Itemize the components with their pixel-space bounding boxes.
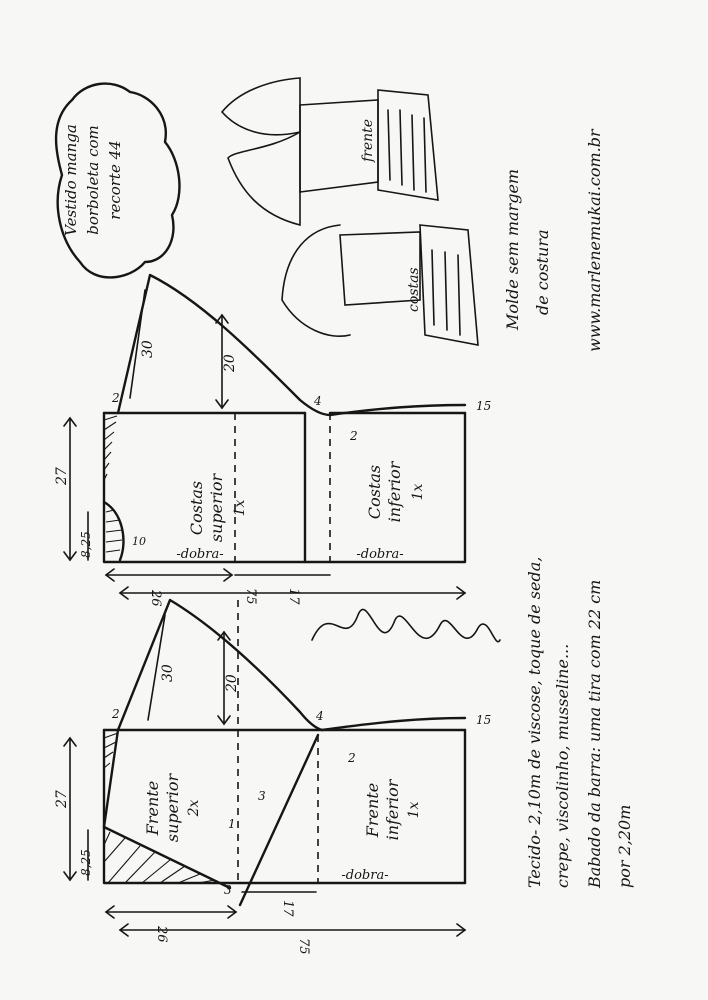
title-line-2: borboleta com (84, 125, 102, 235)
note-line-1: Molde sem margem (503, 168, 522, 330)
note-line-2: de costura (533, 229, 552, 315)
front-dim-3: 3 (224, 883, 232, 897)
front-dim-3b: 3 (258, 789, 266, 803)
website-text: www.marlenemukai.com.br (585, 129, 604, 352)
front-dim-4: 4 (316, 709, 324, 723)
back-dim-2: 2 (112, 391, 120, 405)
back-upper-label: Costas (187, 480, 206, 536)
back-fold-upper: -dobra- (176, 547, 224, 562)
title-line-1: Vestido manga (62, 124, 80, 236)
back-dim-10: 10 (132, 535, 146, 548)
back-dim-4: 4 (314, 394, 322, 408)
back-upper-qty: 1x (232, 499, 248, 517)
back-dim-27: 27 (54, 467, 70, 485)
back-dim-75: 75 (243, 588, 258, 605)
front-fold: -dobra- (341, 868, 389, 883)
front-dim-825: 8,25 (79, 849, 93, 876)
back-lower-label: Costas (365, 464, 384, 520)
back-sketch (282, 225, 478, 345)
back-dim-20: 20 (222, 354, 238, 372)
fabric-line-4: por 2,20m (615, 804, 634, 888)
title-line-3: recorte 44 (106, 140, 124, 220)
front-dim-2: 2 (112, 707, 120, 721)
title-cloud (56, 84, 179, 278)
back-dim-26: 26 (148, 590, 163, 607)
front-dim-1: 1 (228, 817, 236, 831)
front-lower-qty: 1x (406, 801, 422, 819)
front-dim-20: 20 (224, 674, 240, 692)
signature-text: Marlene Mukai (330, 629, 424, 643)
front-lower-label: Frente (363, 782, 382, 838)
fabric-line-2: crepe, viscolinho, musseline... (553, 643, 572, 888)
back-dim-825: 8,25 (79, 531, 93, 558)
back-dim-17: 17 (286, 588, 301, 605)
front-dim-17: 17 (280, 900, 295, 917)
signature (312, 609, 500, 643)
back-upper-label-2: superior (207, 473, 226, 543)
back-dim-2b: 2 (350, 429, 358, 443)
front-upper-label-2: superior (163, 773, 182, 843)
front-sketch-label: frente (360, 118, 376, 162)
front-upper-label: Frente (143, 780, 162, 836)
fabric-line-3: Babado da barra: uma tira com 22 cm (585, 579, 604, 888)
front-dim-75: 75 (296, 938, 311, 955)
front-dim-26: 26 (154, 926, 169, 943)
back-pattern (54, 275, 491, 607)
front-dim-27: 27 (54, 790, 70, 808)
front-dim-30: 30 (160, 664, 176, 682)
back-dim-30: 30 (140, 340, 156, 358)
back-lower-label-2: inferior (385, 461, 404, 523)
front-sketch (222, 78, 438, 225)
front-dim-2b: 2 (348, 751, 356, 765)
back-fold-lower: -dobra- (356, 547, 404, 562)
front-dim-15: 15 (476, 713, 492, 727)
back-lower-qty: 1x (410, 483, 426, 501)
front-lower-label-2: inferior (383, 779, 402, 841)
front-upper-qty: 2x (186, 799, 202, 817)
fabric-line-1: Tecido- 2,10m de viscose, toque de seda, (525, 556, 544, 888)
back-dim-15: 15 (476, 399, 492, 413)
front-pattern (54, 600, 491, 955)
back-sketch-label: costas (406, 267, 422, 312)
